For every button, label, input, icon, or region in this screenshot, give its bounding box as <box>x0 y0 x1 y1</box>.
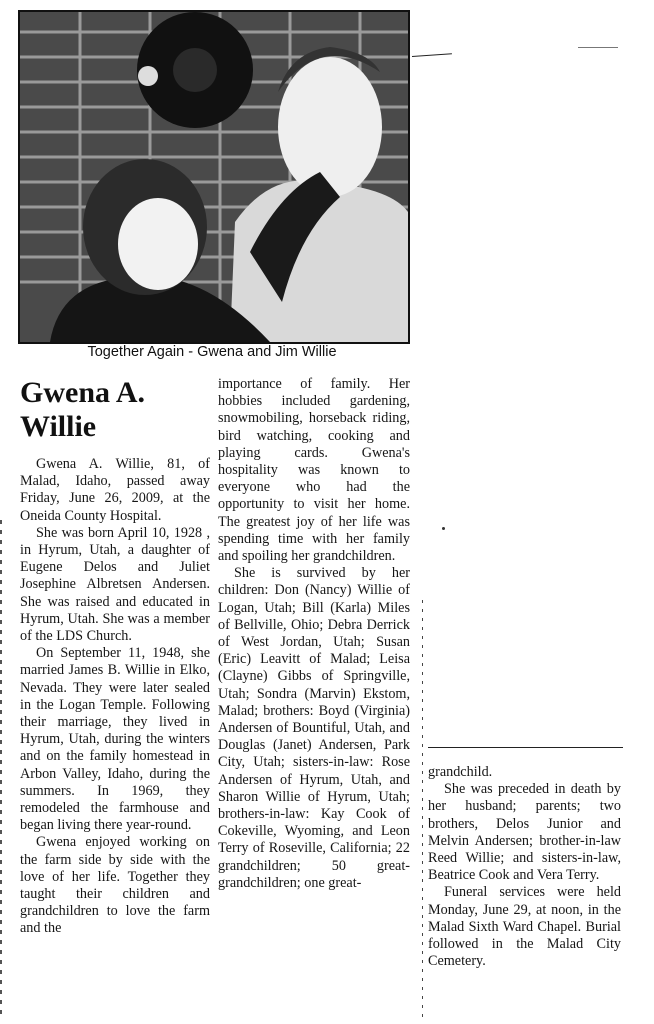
paragraph: Funeral services were held Monday, June 29, at noon, in the Malad Sixth Ward Chapel. Burial followed in the Malad City Cemetery. <box>428 884 621 970</box>
paragraph: Gwena enjoyed working on the farm side by side with the love of her life. Together they taught their children and grandchildren to love the farm and the <box>20 834 210 937</box>
divider-line <box>412 53 452 57</box>
headline-first-name: Gwena A. <box>20 376 146 409</box>
obituary-photo <box>18 10 410 344</box>
photo-caption: Together Again - Gwena and Jim Willie <box>87 344 337 360</box>
paragraph: She was born April 10, 1928 , in Hyrum, Utah, a daughter of Eugene Delos and Juliet Josephine Albretsen Andersen. She was raised and educated in Hyrum, Utah. She was a member of the LDS Church. <box>20 524 210 645</box>
article-column-1 <box>20 456 210 938</box>
paragraph: She is survived by her children: Don (Nancy) Willie of Logan, Utah; Bill (Karla) Miles of Bellville, Ohio; Debra Derrick of West Jordan, Utah; Susan (Eric) Leavitt of Malad; Leisa (Clayne) Gibbs of Springville, Utah; Sondra (Marvin) Ekstom, Malad; brothers: Boyd (Virginia) Andersen of Bountiful, Utah, and Douglas (Janet) Andersen, Park City, Utah; sisters-in-law: Rose Andersen of Hyrum, Utah, and Sharon Willie of Hyrum, Utah; brothers-in-law: Kay Cook of Cokeville, Wyoming, and Leon Terry of Roseville, California; 22 grandchildren; 50 great-grandchildren; one great- <box>218 565 410 891</box>
scan-artifact-line <box>422 600 423 1020</box>
column-divider <box>428 747 623 748</box>
article-column-3 <box>428 764 621 970</box>
article-column-2 <box>218 376 410 892</box>
headline-last-name: Willie <box>20 410 97 443</box>
photo-image <box>20 12 408 342</box>
paragraph: Gwena A. Willie, 81, of Malad, Idaho, passed away Friday, June 26, 2009, at the Oneida County Hospital. <box>20 456 210 524</box>
divider-line <box>578 47 618 48</box>
scan-edge <box>0 520 2 1020</box>
paragraph: grandchild. <box>428 764 493 780</box>
paragraph: importance of family. Her hobbies included gardening, snowmobiling, horseback riding, bird watching, cooking and playing cards. Gwena's hospitality was known to everyone who had the opportunity to visit her home. The greatest joy of her life was spending time with her family and spoiling her grandchildren. <box>218 376 410 565</box>
scan-speck <box>442 527 445 530</box>
obituary-headline <box>20 376 210 444</box>
paragraph: She was preceded in death by her husband; parents; two brothers, Delos Junior and Melvin Andersen; brother-in-law Reed Willie; and sisters-in-law, Beatrice Cook and Vera Terry. <box>428 781 621 884</box>
paragraph: On September 11, 1948, she married James B. Willie in Elko, Nevada. They were later sealed in the Logan Temple. Following their marriage, they lived in Hyrum, Utah, during the winters and on the family homestead in Arbon Valley, Idaho, during the summers. In 1969, they remodeled the farmhouse and began living there year-round. <box>20 645 210 834</box>
